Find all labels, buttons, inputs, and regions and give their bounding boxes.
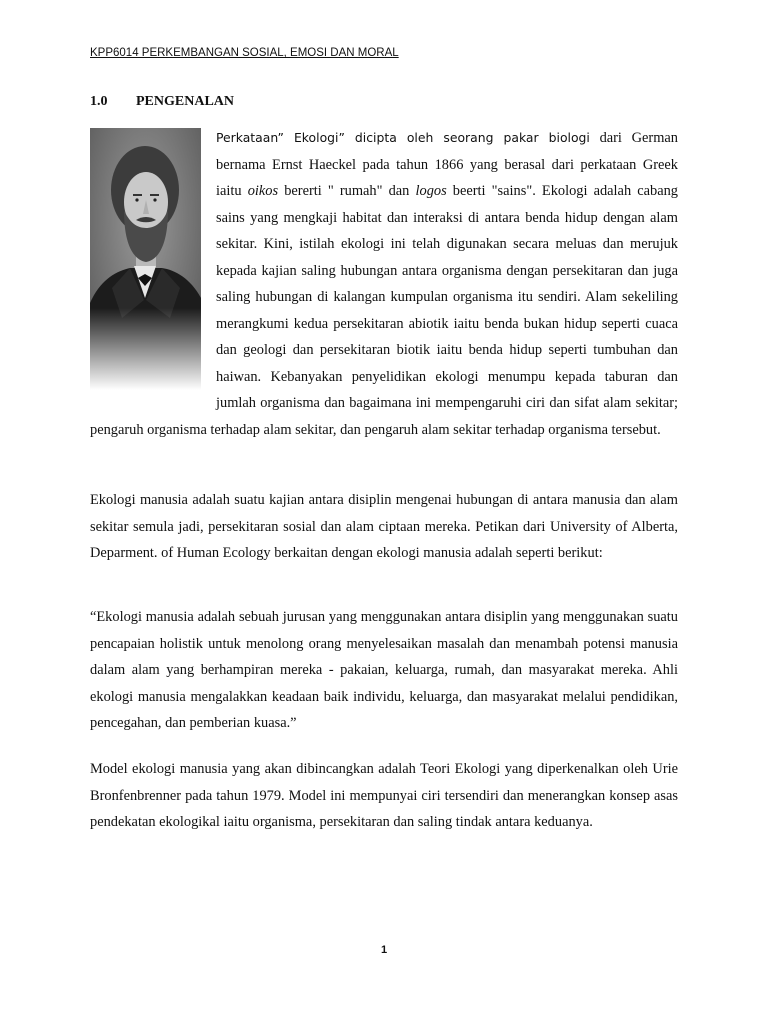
- term-oikos: oikos: [247, 183, 279, 199]
- intro-text-a: dari German bernama Ernst Haeckel pada tahun 1866 yang berasal dari perkataan Greek iaitu: [216, 130, 678, 199]
- paragraph-quotation: “Ekologi manusia adalah sebuah jurusan yang menggunakan antara disiplin yang menggunakan suatu pencapaian holistik untuk menolong orang menyelesaikan masalah dan menambah potensi manusia dalam alam yang berhampiran mereka - pakaian, keluarga, rumah, dan masyarakat mereka. Ahli ekologi manusia mengalakkan keadaan baik individu, keluarga, dan masyarakat melalui pendidikan, pencegahan, dan pemberian kuasa.”: [90, 609, 678, 731]
- intro-first-phrase: Perkataan” Ekologi” dicipta oleh seorang pakar biologi: [216, 130, 590, 145]
- paragraph-ecological-model: Model ekologi manusia yang akan dibincangkan adalah Teori Ekologi yang diperkenalkan oleh Urie Bronfenbrenner pada tahun 1979. Model ini mempunyai ciri tersendiri dan menerangkan konsep asas pendekatan ekologikal iaitu organisma, persekitaran dan saling tindak antara keduanya.: [90, 761, 678, 830]
- intro-text-c: beerti "sains". Ekologi adalah cabang sains yang mengkaji habitat dan interaksi di antara benda hidup dengan alam sekitar. Kini, istilah ekologi ini telah digunakan secara meluas dan merujuk kepada kajian saling hubungan antara organisma dengan persekitaran dan juga saling hubungan di kalangan kumpulan organisma itu sendiri. Alam sekeliling merangkumi kedua persekitaran abiotik iaitu benda bukan hidup seperti cuaca dan geologi dan persekitaran biotik iaitu benda hidup seperti tumbuhan dan haiwan. Kebanyakan penyelidikan ekologi menumpu kepada taburan dan jumlah organisma dan bagaimana ini mempengaruhi ciri dan sifat alam sekitar; pengaruh organisma terhadap alam sekitar, dan pengaruh alam sekitar terhadap organisma tersebut.: [90, 183, 678, 438]
- term-logos: logos: [415, 183, 447, 199]
- intro-paragraph-container: [90, 125, 678, 443]
- intro-text-b: bererti " rumah" dan: [278, 183, 416, 199]
- portrait-spacer: [90, 125, 216, 393]
- running-header: KPP6014 PERKEMBANGAN SOSIAL, EMOSI DAN MORAL: [90, 47, 399, 59]
- intro-paragraph: [90, 125, 678, 443]
- paragraph-human-ecology: Ekologi manusia adalah suatu kajian antara disiplin mengenai hubungan di antara manusia dan alam sekitar semula jadi, persekitaran sosial dan alam ciptaan mereka. Petikan dari University of Alberta, Deparment. of Human Ecology berkaitan dengan ekologi manusia adalah seperti berikut:: [90, 492, 678, 561]
- section-title: PENGENALAN: [136, 94, 235, 109]
- section-number: 1.0: [90, 94, 108, 109]
- page-number: 1: [380, 944, 388, 956]
- section-heading: [90, 94, 234, 110]
